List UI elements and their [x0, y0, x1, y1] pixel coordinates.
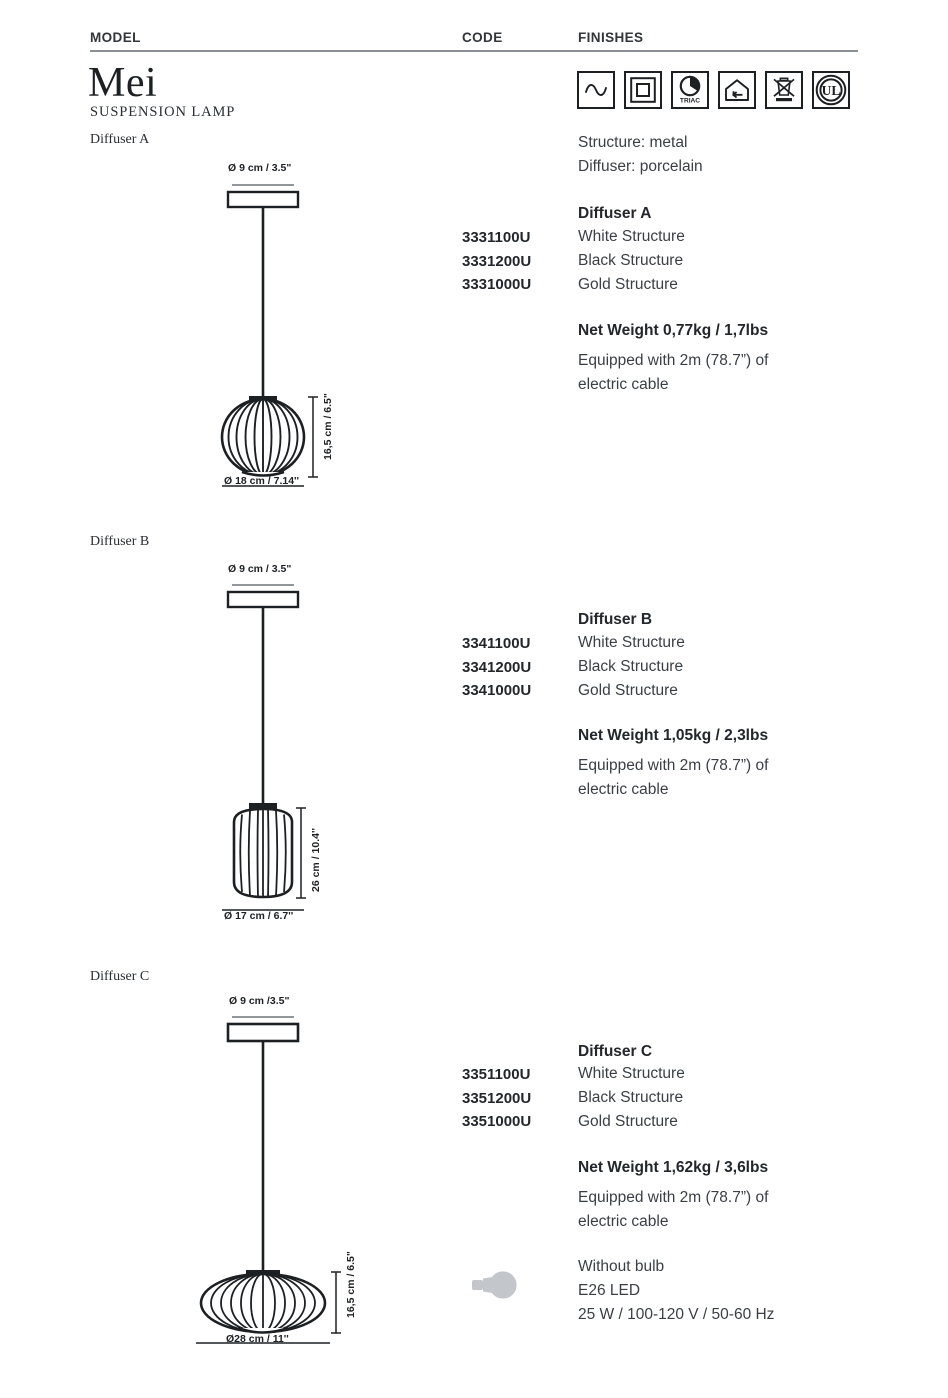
bulb-line-1: Without bulb: [578, 1258, 665, 1275]
column-headers: [90, 30, 858, 50]
weee-crossed-out-bin-icon: [765, 71, 803, 109]
code-item: 3341100U: [462, 635, 531, 652]
triac-dimmable-icon: [671, 71, 709, 109]
finishes-diffuser-b: [578, 631, 685, 703]
heading-diffuser-b: Diffuser B: [578, 611, 653, 628]
finish-item: Black Structure: [578, 252, 684, 269]
dim-height-diffuser-a: 16,5 cm / 6.5": [322, 393, 334, 460]
finish-item: Black Structure: [578, 1089, 684, 1106]
bulb-spec: [578, 1255, 774, 1327]
codes-diffuser-c: [462, 1063, 531, 1134]
codes-diffuser-a: [462, 226, 531, 297]
heading-diffuser-c: Diffuser C: [578, 1043, 653, 1060]
cable-line: Equipped with 2m (78.7”) of: [578, 1189, 769, 1206]
material-diffuser: Diffuser: porcelain: [578, 158, 703, 175]
side-label-diffuser-a: Diffuser A: [90, 132, 150, 147]
ac-sine-wave-icon: [577, 71, 615, 109]
code-item: 3351200U: [462, 1089, 532, 1107]
finish-item: Gold Structure: [578, 276, 678, 293]
cable-line: electric cable: [578, 376, 669, 393]
cable-line: electric cable: [578, 781, 669, 798]
finish-item: Gold Structure: [578, 682, 678, 699]
dim-width-diffuser-a: Ø 18 cm / 7.14'': [224, 475, 300, 487]
indoor-use-house-icon: [718, 71, 756, 109]
finishes-diffuser-c: [578, 1062, 685, 1134]
code-item: 3341200U: [462, 658, 532, 676]
cable-line: Equipped with 2m (78.7”) of: [578, 352, 769, 369]
cable-line: electric cable: [578, 1213, 669, 1230]
drawing-diffuser-b: [180, 560, 370, 930]
drawing-diffuser-a: [180, 160, 370, 490]
net-weight-diffuser-a: Net Weight 0,77kg / 1,7lbs: [578, 322, 769, 339]
dim-width-diffuser-b: Ø 17 cm / 6.7'': [224, 910, 294, 922]
codes-diffuser-b: [462, 632, 531, 703]
side-label-diffuser-c: Diffuser C: [90, 969, 150, 984]
finish-item: Gold Structure: [578, 1113, 678, 1130]
dim-width-diffuser-c: Ø28 cm / 11'': [226, 1333, 289, 1345]
code-item: 3331200U: [462, 252, 532, 270]
code-item: 3341000U: [462, 682, 532, 699]
header-finishes: FINISHES: [578, 30, 644, 45]
header-code: CODE: [462, 30, 503, 45]
net-weight-diffuser-b: Net Weight 1,05kg / 2,3lbs: [578, 727, 769, 744]
dim-top-diffuser-c: Ø 9 cm /3.5": [229, 995, 290, 1007]
code-item: 3331000U: [462, 276, 532, 293]
bulb-line-3: 25 W / 100-120 V / 50-60 Hz: [578, 1306, 775, 1323]
bulb-line-2: E26 LED: [578, 1282, 641, 1299]
code-item: 3351000U: [462, 1113, 532, 1130]
header-model: MODEL: [90, 30, 141, 45]
class-two-double-insulation-icon: [624, 71, 662, 109]
finishes-diffuser-a: [578, 225, 685, 297]
net-weight-diffuser-c: Net Weight 1,62kg / 3,6lbs: [578, 1159, 769, 1176]
light-bulb-icon: [470, 1268, 522, 1307]
material-structure: Structure: metal: [578, 134, 688, 151]
ul-label: UL: [821, 83, 841, 98]
triac-label: TRIAC: [679, 97, 701, 105]
finish-item: White Structure: [578, 634, 685, 651]
code-item: 3331100U: [462, 229, 531, 246]
cable-line: Equipped with 2m (78.7”) of: [578, 757, 769, 774]
side-label-diffuser-b: Diffuser B: [90, 534, 150, 549]
dim-height-diffuser-b: 26 cm / 10.4'': [310, 828, 322, 892]
dim-top-diffuser-b: Ø 9 cm / 3.5": [228, 563, 292, 575]
page-subtitle: SUSPENSION LAMP: [90, 104, 236, 120]
dim-height-diffuser-c: 16,5 cm / 6.5": [345, 1251, 357, 1318]
cable-note-diffuser-c: [578, 1186, 768, 1234]
page-title: Mei: [88, 60, 158, 106]
cable-note-diffuser-a: [578, 349, 768, 397]
heading-diffuser-a: Diffuser A: [578, 205, 652, 222]
header-divider: [90, 50, 858, 52]
finish-item: White Structure: [578, 1065, 685, 1082]
finish-item: White Structure: [578, 228, 685, 245]
code-item: 3351100U: [462, 1066, 531, 1083]
ul-listed-icon: [812, 71, 850, 109]
finishes-icon-row: [577, 71, 850, 109]
cable-note-diffuser-b: [578, 754, 768, 802]
finish-item: Black Structure: [578, 658, 684, 675]
dim-top-diffuser-a: Ø 9 cm / 3.5": [228, 162, 292, 174]
